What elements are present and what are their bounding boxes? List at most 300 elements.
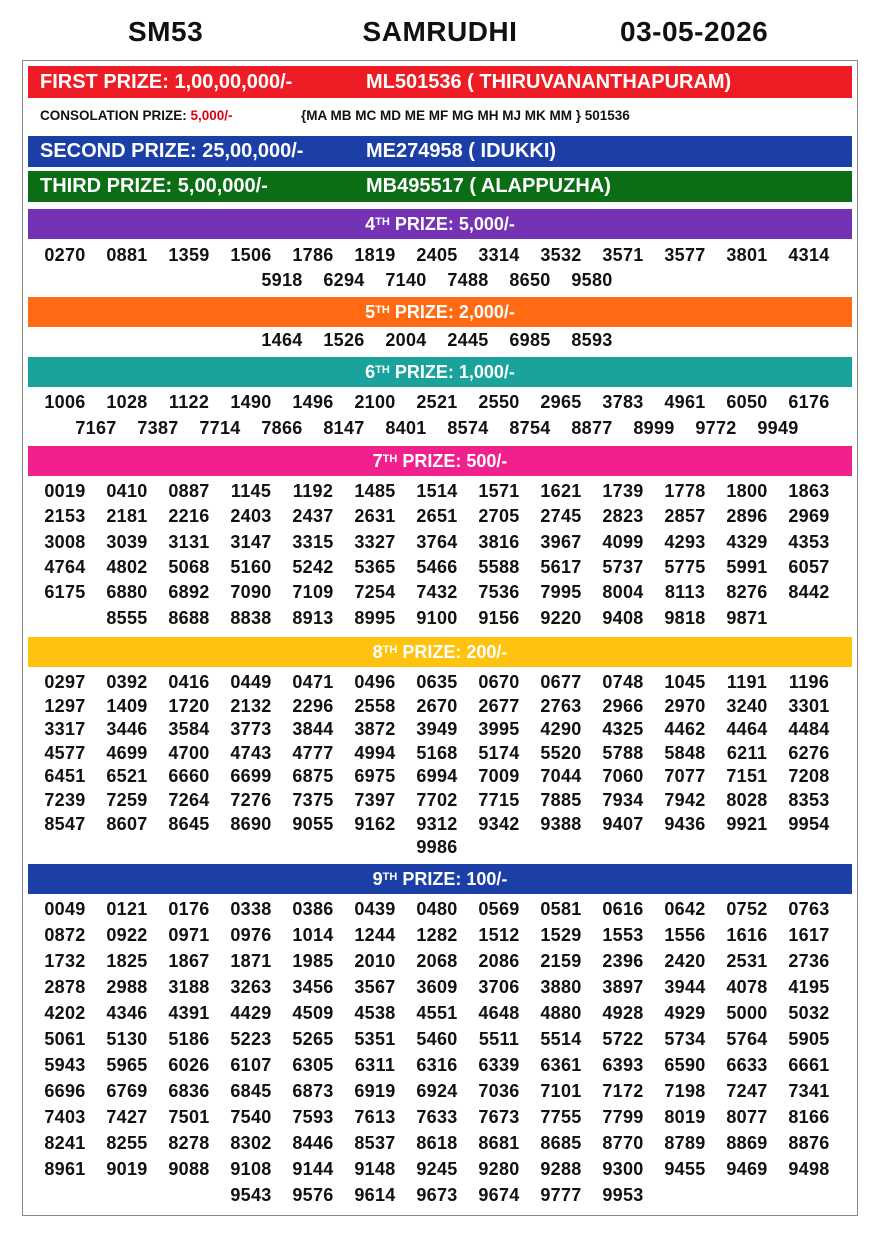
ticket-number: 1297 (44, 695, 86, 716)
ticket-number: 0386 (292, 899, 334, 919)
ticket-number: 5905 (788, 1029, 830, 1049)
ticket-number: 8754 (509, 418, 551, 438)
seventh-prize-numbers (34, 481, 840, 607)
ticket-number: 8241 (44, 1133, 86, 1153)
ticket-number: 0049 (44, 899, 86, 919)
ticket-number: 8113 (664, 582, 706, 603)
ticket-number: 9576 (292, 1185, 334, 1205)
ticket-number: 7673 (478, 1107, 520, 1127)
ticket-number: 7009 (478, 766, 520, 787)
ticket-number: 1409 (106, 695, 148, 716)
ticket-number: 5848 (664, 742, 706, 763)
ticket-number: 5160 (230, 556, 272, 577)
ticket-number: 3801 (726, 245, 768, 265)
ticket-number: 2181 (106, 506, 148, 527)
ticket-number: 9342 (478, 813, 520, 834)
ticket-number: 5174 (478, 742, 520, 763)
ticket-number: 5617 (540, 556, 582, 577)
ticket-number: 7276 (230, 789, 272, 810)
ticket-number: 3609 (416, 977, 458, 997)
ticket-number: 4700 (168, 742, 210, 763)
ticket-number: 1006 (44, 392, 86, 412)
ticket-number: 9953 (602, 1185, 644, 1205)
ticket-number: 6875 (292, 766, 334, 787)
ticket-number: 9100 (416, 608, 458, 628)
ticket-number: 0480 (416, 899, 458, 919)
ticket-number: 5520 (540, 742, 582, 763)
ticket-number: 2405 (416, 245, 458, 265)
consolation-prize-label (40, 108, 233, 123)
ticket-number: 6305 (292, 1055, 334, 1075)
ticket-number: 8869 (726, 1133, 768, 1153)
eighth-prize-numbers-tail (34, 837, 840, 858)
ticket-number: 5737 (602, 556, 644, 577)
ticket-number: 0338 (230, 899, 272, 919)
ticket-number: 3532 (540, 245, 582, 265)
ticket-number: 6050 (726, 392, 768, 412)
ticket-number: 1490 (230, 392, 272, 412)
ticket-number: 5265 (292, 1029, 334, 1049)
consolation-prize-row (40, 108, 840, 128)
fourth-prize-band (28, 209, 852, 239)
ticket-number: 8302 (230, 1133, 272, 1153)
third-prize-result: MB495517 ( ALAPPUZHA) (366, 175, 611, 197)
ticket-number: 2965 (540, 392, 582, 412)
ticket-number: 0569 (478, 899, 520, 919)
ticket-number: 4202 (44, 1003, 86, 1023)
ticket-number: 5722 (602, 1029, 644, 1049)
ticket-number: 3949 (416, 719, 458, 740)
ticket-number: 5514 (540, 1029, 582, 1049)
ticket-number: 0635 (416, 672, 458, 692)
ticket-number: 6590 (664, 1055, 706, 1075)
ticket-number: 3844 (292, 719, 334, 740)
ticket-number: 9818 (664, 608, 706, 628)
ticket-number: 9673 (416, 1185, 458, 1205)
ticket-number: 6660 (168, 766, 210, 787)
ticket-number: 9954 (788, 813, 830, 834)
ticket-number: 0270 (44, 245, 86, 265)
ticket-number: 9498 (788, 1159, 830, 1179)
ticket-number: 3301 (788, 695, 830, 716)
ticket-number: 1739 (602, 481, 644, 501)
ticket-number: 8618 (416, 1133, 458, 1153)
ticket-number: 4994 (354, 742, 396, 763)
ticket-number: 5466 (416, 556, 458, 577)
ticket-number: 1045 (664, 672, 706, 692)
ticket-number: 3008 (44, 531, 86, 552)
ticket-number: 6985 (509, 330, 551, 350)
consolation-series: {MA MB MC MD ME MF MG MH MJ MK MM } 501536 (301, 108, 630, 123)
ticket-number: 7198 (664, 1081, 706, 1101)
ticket-number: 0670 (478, 672, 520, 692)
ticket-number: 9674 (478, 1185, 520, 1205)
ticket-number: 6176 (788, 392, 830, 412)
fourth-prize-numbers-tail (34, 270, 840, 291)
ticket-number: 2296 (292, 695, 334, 716)
ticket-number: 3131 (168, 531, 210, 552)
ticket-number: 6057 (788, 556, 830, 577)
sixth-prize-band (28, 357, 852, 387)
ticket-number: 2216 (168, 506, 210, 527)
ticket-number: 6316 (416, 1055, 458, 1075)
ticket-number: 4325 (602, 719, 644, 740)
ticket-number: 6294 (323, 270, 365, 290)
ticket-number: 2100 (354, 392, 396, 412)
ticket-number: 8645 (168, 813, 210, 834)
ticket-number: 7264 (168, 789, 210, 810)
ticket-number: 5775 (664, 556, 706, 577)
ticket-number: 8961 (44, 1159, 86, 1179)
ticket-number: 8028 (726, 789, 768, 810)
ticket-number: 2521 (416, 392, 458, 412)
ticket-number: 0616 (602, 899, 644, 919)
ticket-number: 8147 (323, 418, 365, 438)
ticket-number: 3897 (602, 977, 644, 997)
ticket-number: 7208 (788, 766, 830, 787)
ticket-number: 3039 (106, 531, 148, 552)
ticket-number: 3240 (726, 695, 768, 716)
ticket-number: 3706 (478, 977, 520, 997)
ticket-number: 2705 (478, 506, 520, 527)
ticket-number: 7341 (788, 1081, 830, 1101)
ticket-number: 1496 (292, 392, 334, 412)
lottery-name: SAMRUDHI (362, 16, 518, 47)
ticket-number: 8688 (168, 608, 210, 628)
ticket-number: 7934 (602, 789, 644, 810)
ticket-number: 1028 (106, 392, 148, 412)
ticket-number: 3315 (292, 531, 334, 552)
ticket-number: 5734 (664, 1029, 706, 1049)
ticket-number: 4509 (292, 1003, 334, 1023)
seventh-prize-suffix: TH (382, 453, 398, 465)
ticket-number: 5351 (354, 1029, 396, 1049)
eighth-prize-suffix: TH (382, 644, 398, 656)
ticket-number: 5588 (478, 556, 520, 577)
ticket-number: 0176 (168, 899, 210, 919)
ticket-number: 6211 (726, 742, 768, 763)
ticket-number: 1485 (354, 481, 396, 501)
ticket-number: 8681 (478, 1133, 520, 1153)
ticket-number: 9108 (230, 1159, 272, 1179)
ticket-number: 6339 (478, 1055, 520, 1075)
ticket-number: 2403 (230, 506, 272, 527)
ticket-number: 7151 (726, 766, 768, 787)
ticket-number: 3147 (230, 531, 272, 552)
ticket-number: 1616 (726, 925, 768, 945)
ticket-number: 3314 (478, 245, 520, 265)
ticket-number: 9580 (571, 270, 613, 290)
ticket-number: 3967 (540, 531, 582, 552)
ticket-number: 4777 (292, 742, 334, 763)
ticket-number: 3571 (602, 245, 644, 265)
ticket-number: 8838 (230, 608, 272, 628)
ticket-number: 4880 (540, 1003, 582, 1023)
ticket-number: 7403 (44, 1107, 86, 1127)
ticket-number: 0642 (664, 899, 706, 919)
ticket-number: 6696 (44, 1081, 86, 1101)
ticket-number: 9088 (168, 1159, 210, 1179)
ticket-number: 4648 (478, 1003, 520, 1023)
ticket-number: 5242 (292, 556, 334, 577)
ticket-number: 2010 (354, 951, 396, 971)
ticket-number: 6107 (230, 1055, 272, 1075)
ticket-number: 0410 (106, 481, 148, 501)
ticket-number: 0677 (540, 672, 582, 692)
ticket-number: 5032 (788, 1003, 830, 1023)
ticket-number: 9312 (416, 813, 458, 834)
ticket-number: 7140 (385, 270, 427, 290)
ticket-number: 8574 (447, 418, 489, 438)
ticket-number: 8255 (106, 1133, 148, 1153)
ticket-number: 7036 (478, 1081, 520, 1101)
ticket-number: 4699 (106, 742, 148, 763)
ticket-number: 8166 (788, 1107, 830, 1127)
ticket-number: 4293 (664, 531, 706, 552)
ticket-number: 4462 (664, 719, 706, 740)
ticket-number: 2437 (292, 506, 334, 527)
ticket-number: 4353 (788, 531, 830, 552)
ticket-number: 2132 (230, 695, 272, 716)
ticket-number: 5186 (168, 1029, 210, 1049)
ticket-number: 7866 (261, 418, 303, 438)
ticket-number: 7799 (602, 1107, 644, 1127)
ticket-number: 8353 (788, 789, 830, 810)
ticket-number: 7077 (664, 766, 706, 787)
ticket-number: 9543 (230, 1185, 272, 1205)
ticket-number: 9469 (726, 1159, 768, 1179)
ticket-number: 7247 (726, 1081, 768, 1101)
ticket-number: 8446 (292, 1133, 334, 1153)
ticket-number: 1464 (261, 330, 303, 350)
ticket-number: 0752 (726, 899, 768, 919)
fifth-prize-suffix: TH (375, 304, 390, 316)
ticket-number: 2550 (478, 392, 520, 412)
ticket-number: 1196 (788, 672, 830, 692)
ticket-number: 6361 (540, 1055, 582, 1075)
ticket-number: 1192 (292, 481, 334, 501)
ticket-number: 7060 (602, 766, 644, 787)
ticket-number: 1800 (726, 481, 768, 501)
ticket-number: 3456 (292, 977, 334, 997)
ticket-number: 2745 (540, 506, 582, 527)
ticket-number: 8278 (168, 1133, 210, 1153)
ticket-number: 4929 (664, 1003, 706, 1023)
ticket-number: 1122 (168, 392, 210, 412)
sixth-prize-suffix: TH (375, 364, 390, 376)
ticket-number: 4464 (726, 719, 768, 740)
ticket-number: 7536 (478, 582, 520, 603)
sixth-prize-numbers-tail (34, 418, 840, 439)
ticket-number: 7593 (292, 1107, 334, 1127)
ticket-number: 2631 (354, 506, 396, 527)
consolation-amount: 5,000/- (190, 108, 233, 123)
ticket-number: 0971 (168, 925, 210, 945)
ticket-number: 6880 (106, 582, 148, 603)
ticket-number: 1732 (44, 951, 86, 971)
ticket-number: 7172 (602, 1081, 644, 1101)
ticket-number: 8537 (354, 1133, 396, 1153)
ticket-number: 6451 (44, 766, 86, 787)
ticket-number: 6393 (602, 1055, 644, 1075)
ticket-number: 4551 (416, 1003, 458, 1023)
ticket-number: 0748 (602, 672, 644, 692)
ticket-number: 8913 (292, 608, 334, 628)
ticket-number: 9949 (757, 418, 799, 438)
ticket-number: 9288 (540, 1159, 582, 1179)
ticket-number: 8877 (571, 418, 613, 438)
fourth-prize-suffix: TH (375, 216, 390, 228)
ticket-number: 2153 (44, 506, 86, 527)
ticket-number: 0581 (540, 899, 582, 919)
ticket-number: 2004 (385, 330, 427, 350)
ticket-number: 8995 (354, 608, 396, 628)
ticket-number: 7375 (292, 789, 334, 810)
ticket-number: 6699 (230, 766, 272, 787)
ticket-number: 3584 (168, 719, 210, 740)
sixth-prize-numbers (34, 392, 840, 418)
ticket-number: 6633 (726, 1055, 768, 1075)
ticket-number: 3872 (354, 719, 396, 740)
ticket-number: 7044 (540, 766, 582, 787)
ticket-number: 0019 (44, 481, 86, 501)
ticket-number: 7613 (354, 1107, 396, 1127)
ticket-number: 1553 (602, 925, 644, 945)
ticket-number: 3880 (540, 977, 582, 997)
ticket-number: 1359 (168, 245, 210, 265)
ticket-number: 5788 (602, 742, 644, 763)
ticket-number: 1871 (230, 951, 272, 971)
ticket-number: 2970 (664, 695, 706, 716)
ticket-number: 1282 (416, 925, 458, 945)
ticket-number: 2857 (664, 506, 706, 527)
second-prize-result: ME274958 ( IDUKKI) (366, 140, 557, 162)
ticket-number: 7942 (664, 789, 706, 810)
ticket-number: 4099 (602, 531, 644, 552)
ticket-number: 2677 (478, 695, 520, 716)
ticket-number: 4314 (788, 245, 830, 265)
ticket-number: 4195 (788, 977, 830, 997)
ticket-number: 0471 (292, 672, 334, 692)
sixth-prize-ordinal: 6 (365, 362, 376, 382)
seventh-prize-ordinal: 7 (372, 451, 383, 471)
ticket-number: 9019 (106, 1159, 148, 1179)
ticket-number: 9921 (726, 813, 768, 834)
ticket-number: 7387 (137, 418, 179, 438)
result-header (0, 10, 880, 56)
ticket-number: 2558 (354, 695, 396, 716)
ticket-number: 7432 (416, 582, 458, 603)
ticket-number: 8555 (106, 608, 148, 628)
ticket-number: 1863 (788, 481, 830, 501)
ticket-number: 1778 (664, 481, 706, 501)
fifth-prize-ordinal: 5 (365, 302, 376, 322)
fourth-prize-numbers (34, 245, 840, 270)
fifth-prize-label: PRIZE: 2,000/- (389, 302, 515, 322)
ticket-number: 7109 (292, 582, 334, 603)
ticket-number: 8770 (602, 1133, 644, 1153)
first-prize-label: FIRST PRIZE: 1,00,00,000/- (40, 71, 293, 93)
seventh-prize-band (28, 446, 852, 476)
fifth-prize-band (28, 297, 852, 327)
ticket-number: 8401 (385, 418, 427, 438)
ticket-number: 3577 (664, 245, 706, 265)
ticket-number: 8019 (664, 1107, 706, 1127)
ticket-number: 4764 (44, 556, 86, 577)
ticket-number: 9144 (292, 1159, 334, 1179)
ninth-prize-label: PRIZE: 100/- (397, 869, 508, 889)
ticket-number: 1571 (478, 481, 520, 501)
ticket-number: 5068 (168, 556, 210, 577)
ticket-number: 7714 (199, 418, 241, 438)
ticket-number: 8789 (664, 1133, 706, 1153)
ticket-number: 1617 (788, 925, 830, 945)
ticket-number: 0887 (168, 481, 210, 501)
first-prize-result: ML501536 ( THIRUVANANTHAPURAM) (366, 71, 732, 93)
ticket-number: 7254 (354, 582, 396, 603)
ticket-number: 0121 (106, 899, 148, 919)
ticket-number: 3446 (106, 719, 148, 740)
ticket-number: 9148 (354, 1159, 396, 1179)
ticket-number: 4484 (788, 719, 830, 740)
ticket-number: 2988 (106, 977, 148, 997)
ticket-number: 6892 (168, 582, 210, 603)
ticket-number: 3327 (354, 531, 396, 552)
consolation-label-text: CONSOLATION PRIZE: (40, 108, 191, 123)
ticket-number: 0416 (168, 672, 210, 692)
ticket-number: 7488 (447, 270, 489, 290)
third-prize-band (28, 171, 852, 202)
ticket-number: 1526 (323, 330, 365, 350)
ticket-number: 9162 (354, 813, 396, 834)
ticket-number: 1985 (292, 951, 334, 971)
ticket-number: 5943 (44, 1055, 86, 1075)
ticket-number: 1825 (106, 951, 148, 971)
ticket-number: 9280 (478, 1159, 520, 1179)
ticket-number: 5000 (726, 1003, 768, 1023)
ticket-number: 3764 (416, 531, 458, 552)
sixth-prize-label: PRIZE: 1,000/- (389, 362, 515, 382)
ticket-number: 3944 (664, 977, 706, 997)
ticket-number: 6873 (292, 1081, 334, 1101)
ticket-number: 7885 (540, 789, 582, 810)
ticket-number: 1621 (540, 481, 582, 501)
ticket-number: 9772 (695, 418, 737, 438)
ticket-number: 4329 (726, 531, 768, 552)
ticket-number: 2736 (788, 951, 830, 971)
ticket-number: 4391 (168, 1003, 210, 1023)
ticket-number: 7239 (44, 789, 86, 810)
ninth-prize-numbers (34, 899, 840, 1185)
ticket-number: 3995 (478, 719, 520, 740)
ticket-number: 5918 (261, 270, 303, 290)
ticket-number: 1786 (292, 245, 334, 265)
ticket-number: 7633 (416, 1107, 458, 1127)
ticket-number: 0392 (106, 672, 148, 692)
ticket-number: 4928 (602, 1003, 644, 1023)
fifth-prize-numbers (34, 330, 840, 351)
ticket-number: 2086 (478, 951, 520, 971)
ticket-number: 6975 (354, 766, 396, 787)
ticket-number: 7715 (478, 789, 520, 810)
ticket-number: 7540 (230, 1107, 272, 1127)
ticket-number: 0297 (44, 672, 86, 692)
ticket-number: 2966 (602, 695, 644, 716)
ticket-number: 6175 (44, 582, 86, 603)
ticket-number: 3783 (602, 392, 644, 412)
ticket-number: 6521 (106, 766, 148, 787)
ticket-number: 1506 (230, 245, 272, 265)
